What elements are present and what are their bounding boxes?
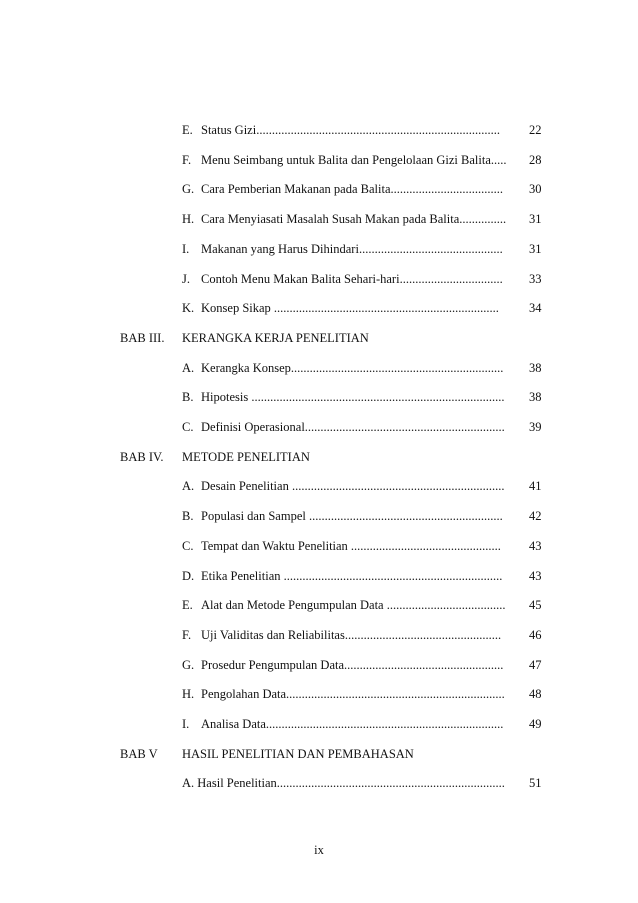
entry-title: Prosedur Pengumpulan Data................................................... xyxy=(201,658,504,672)
entry-title: Hipotesis ................................................................................. xyxy=(201,390,505,404)
entry-letter: H. xyxy=(182,212,195,226)
entry-title: Konsep Sikap ........................................................................ xyxy=(201,301,499,315)
entry-page-number: 22 xyxy=(529,123,542,137)
toc-entry-row xyxy=(0,656,638,674)
entry-letter: A. xyxy=(182,479,195,493)
toc-entry-row xyxy=(0,151,638,169)
toc-entry-row xyxy=(0,685,638,703)
toc-entry-row xyxy=(0,418,638,436)
entry-title: Cara Pemberian Makanan pada Balita.................................... xyxy=(201,182,504,196)
entry-letter: E. xyxy=(182,598,193,612)
entry-title: Desain Penelitian .................................................................... xyxy=(201,479,505,493)
entry-page-number: 43 xyxy=(529,539,542,553)
entry-page-number: 28 xyxy=(529,153,542,167)
entry-page-number: 38 xyxy=(529,390,542,404)
entry-letter: I. xyxy=(182,242,190,256)
entry-letter: E. xyxy=(182,123,193,137)
toc-entry-row xyxy=(0,240,638,258)
toc-entry-row xyxy=(0,774,638,792)
toc-entry-row xyxy=(0,180,638,198)
entry-letter: A. xyxy=(182,361,195,375)
entry-page-number: 48 xyxy=(529,687,542,701)
entry-page-number: 30 xyxy=(529,182,542,196)
entry-title: Cara Menyiasati Masalah Susah Makan pada Balita............... xyxy=(201,212,507,226)
toc-entry-row xyxy=(0,567,638,585)
entry-page-number: 33 xyxy=(529,272,542,286)
entry-title: Menu Seimbang untuk Balita dan Pengelolaan Gizi Balita..... xyxy=(201,153,507,167)
entry-page-number: 38 xyxy=(529,361,542,375)
toc-entry-row xyxy=(0,537,638,555)
entry-page-number: 31 xyxy=(529,242,542,256)
toc-entry-row xyxy=(0,359,638,377)
entry-page-number: 31 xyxy=(529,212,542,226)
chapter-code: BAB III. xyxy=(120,331,165,345)
entry-title: Uji Validitas dan Reliabilitas.................................................. xyxy=(201,628,502,642)
entry-title: Kerangka Konsep.................................................................... xyxy=(201,361,504,375)
entry-letter: G. xyxy=(182,182,195,196)
chapter-code: BAB IV. xyxy=(120,450,164,464)
entry-letter: B. xyxy=(182,509,194,523)
entry-page-number: 42 xyxy=(529,509,542,523)
entry-page-number: 34 xyxy=(529,301,542,315)
toc-entry-row xyxy=(0,477,638,495)
entry-title: A. Hasil Penelitian......................................................................... xyxy=(182,776,505,790)
entry-letter: D. xyxy=(182,569,195,583)
entry-letter: I. xyxy=(182,717,190,731)
entry-letter: F. xyxy=(182,153,192,167)
entry-title: Etika Penelitian ...................................................................... xyxy=(201,569,503,583)
toc-entry-row xyxy=(0,715,638,733)
toc-entry-row xyxy=(0,210,638,228)
entry-title: Alat dan Metode Pengumpulan Data ...................................... xyxy=(201,598,506,612)
entry-page-number: 49 xyxy=(529,717,542,731)
entry-page-number: 41 xyxy=(529,479,542,493)
toc-entry-row xyxy=(0,626,638,644)
entry-letter: H. xyxy=(182,687,195,701)
entry-title: Populasi dan Sampel .............................................................. xyxy=(201,509,503,523)
entry-page-number: 43 xyxy=(529,569,542,583)
entry-title: Definisi Operasional................................................................ xyxy=(201,420,505,434)
entry-title: Pengolahan Data...................................................................... xyxy=(201,687,505,701)
entry-letter: B. xyxy=(182,390,194,404)
toc-chapter-row xyxy=(0,329,638,347)
entry-letter: K. xyxy=(182,301,195,315)
toc-chapter-row xyxy=(0,745,638,763)
chapter-heading: KERANGKA KERJA PENELITIAN xyxy=(182,331,369,345)
entry-page-number: 39 xyxy=(529,420,542,434)
toc-entry-row xyxy=(0,596,638,614)
toc-entry-row xyxy=(0,270,638,288)
entry-letter: C. xyxy=(182,539,194,553)
entry-page-number: 47 xyxy=(529,658,542,672)
chapter-code: BAB V xyxy=(120,747,158,761)
entry-title: Contoh Menu Makan Balita Sehari-hari................................. xyxy=(201,272,503,286)
entry-title: Status Gizi.............................................................................. xyxy=(201,123,500,137)
page-number-folio: ix xyxy=(314,843,324,857)
entry-letter: C. xyxy=(182,420,194,434)
entry-letter: J. xyxy=(182,272,190,286)
toc-entry-row xyxy=(0,299,638,317)
entry-letter: F. xyxy=(182,628,192,642)
entry-page-number: 45 xyxy=(529,598,542,612)
chapter-heading: HASIL PENELITIAN DAN PEMBAHASAN xyxy=(182,747,414,761)
toc-entry-row xyxy=(0,388,638,406)
entry-title: Tempat dan Waktu Penelitian ................................................ xyxy=(201,539,501,553)
chapter-heading: METODE PENELITIAN xyxy=(182,450,310,464)
entry-page-number: 46 xyxy=(529,628,542,642)
entry-title: Analisa Data............................................................................ xyxy=(201,717,504,731)
toc-entry-row xyxy=(0,507,638,525)
entry-page-number: 51 xyxy=(529,776,542,790)
toc-entry-row xyxy=(0,121,638,139)
toc-chapter-row xyxy=(0,448,638,466)
entry-letter: G. xyxy=(182,658,195,672)
entry-title: Makanan yang Harus Dihindari.............................................. xyxy=(201,242,503,256)
